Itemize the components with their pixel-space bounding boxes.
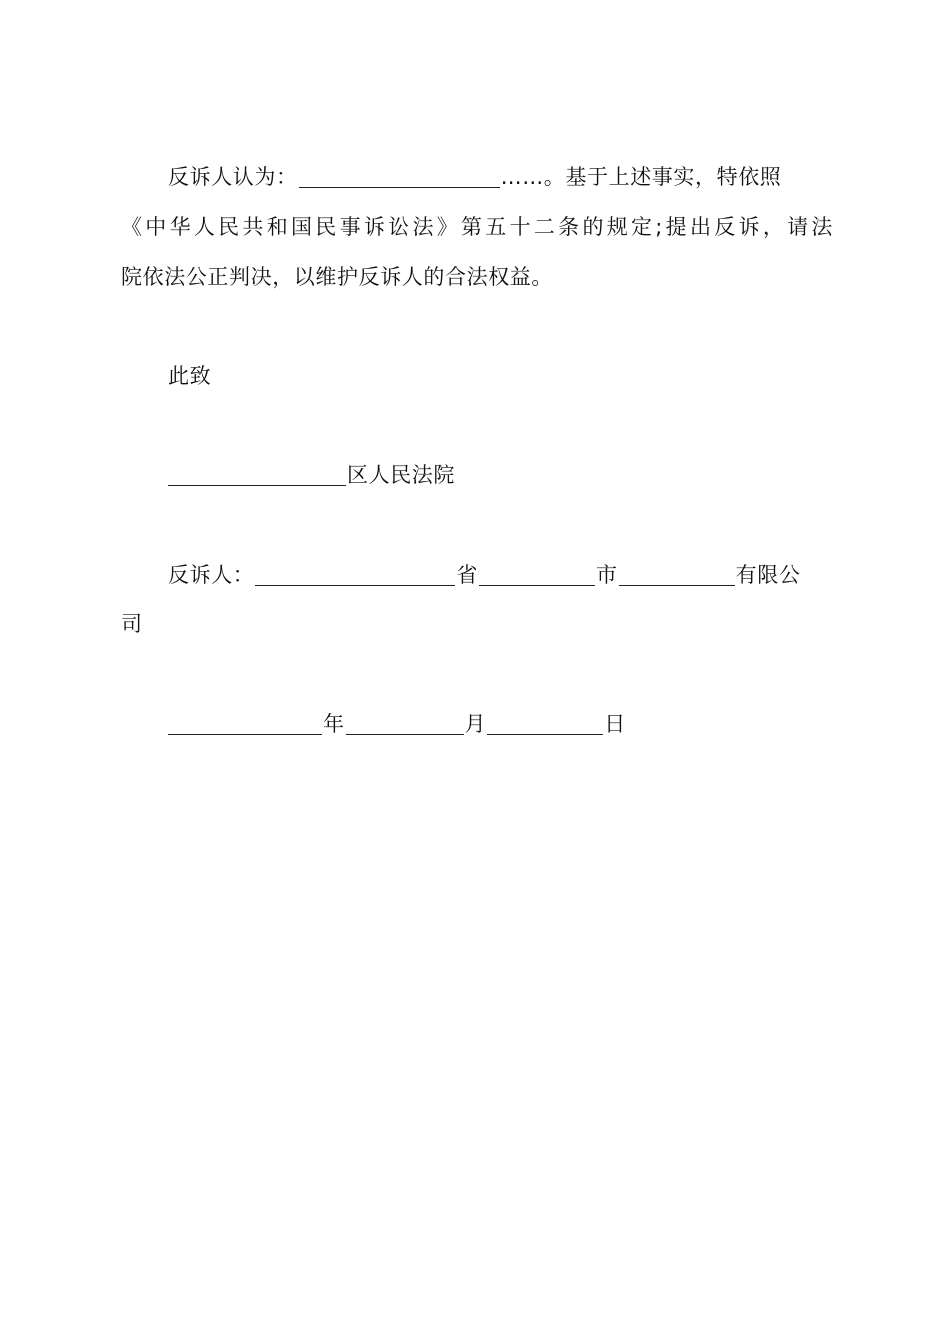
month-label: 月 [464,712,487,736]
day-label: 日 [604,712,626,736]
opinion-blank[interactable] [299,165,500,188]
province-blank[interactable] [479,563,595,586]
paragraph-line-2: 《中华人民共和国民事诉讼法》第五十二条的规定;提出反诉，请法 [121,215,833,239]
signature-name-blank[interactable] [255,563,455,586]
day-blank[interactable] [487,712,603,735]
court-name-suffix: 区人民法院 [347,463,455,487]
salutation: 此致 [168,364,212,388]
signature-line-wrap: 司 [121,612,143,636]
court-line [121,449,833,501]
year-label: 年 [323,712,345,736]
month-blank[interactable] [346,712,464,735]
company-label: 有限公 [735,563,801,587]
signature-label: 反诉人： [168,563,255,587]
province-label: 省 [456,563,479,587]
paragraph-line-1 [121,151,833,203]
date-line [121,698,833,750]
paragraph-line-1-suffix: ……。基于上述事实，特依照 [500,165,782,189]
signature-line [121,549,833,601]
year-blank[interactable] [168,712,322,735]
city-blank[interactable] [619,563,735,586]
city-label: 市 [596,563,618,587]
counterclaim-opinion-label: 反诉人认为： [168,165,298,189]
paragraph-line-3: 院依法公正判决，以维护反诉人的合法权益。 [121,265,553,289]
court-district-blank[interactable] [168,463,346,486]
